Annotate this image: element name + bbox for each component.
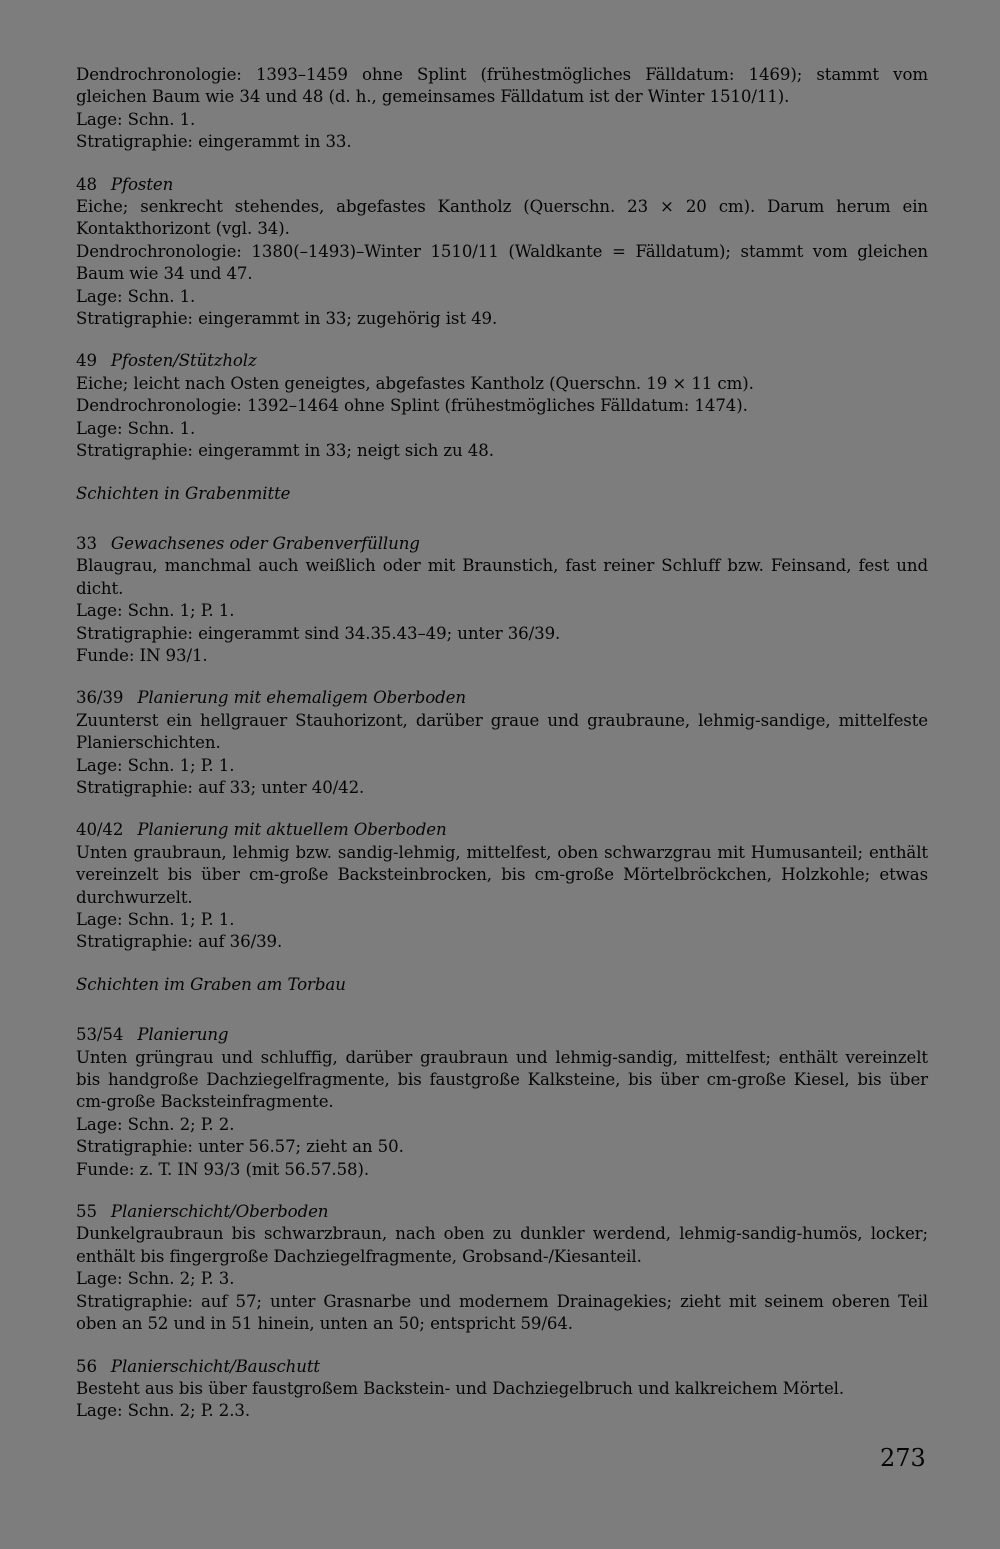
entry-line: Dunkelgraubraun bis schwarzbraun, nach oben zu dunkler werdend, lehmig-sandig-humös, locker; enthält bis fingergroße Dachziegelfragmente, Grobsand-/Kiesanteil.: [76, 1224, 928, 1266]
entry-line: Lage: Schn. 1; P. 1.: [76, 601, 235, 621]
entry-36-39: [76, 687, 928, 799]
entry-heading: [76, 687, 928, 709]
entry-53-54: [76, 1024, 928, 1181]
entry-line: Dendrochronologie: 1380(–1493)–Winter 1510/11 (Waldkante = Fälldatum); stammt vom gleichen Baum wie 34 und 47.: [76, 241, 928, 284]
entry-line: Eiche; leicht nach Osten geneigtes, abgefastes Kantholz (Querschn. 19 × 11 cm).: [76, 373, 754, 393]
entry-line: Lage: Schn. 1; P. 1.: [76, 910, 235, 929]
entry-line: Unten grüngrau und schluffig, darüber graubraun und lehmig-sandig, mittelfest; enthält vereinzelt bis handgroße Dachziegelfragmente, bis faustgroße Kalksteine, bis über cm-große Kiesel, bis über cm-große Backsteinfragmente.: [76, 1047, 928, 1112]
entry-line: Dendrochronologie: 1392–1464 ohne Splint (frühestmögliches Fälldatum: 1474).: [76, 396, 748, 416]
entry-line: Lage: Schn. 1.: [76, 418, 196, 438]
entry-40-42: [76, 819, 928, 953]
page-number: 273: [880, 1444, 926, 1472]
entry-line: Zuunterst ein hellgrauer Stauhorizont, darüber graue und graubraune, lehmig-sandige, mittelfeste Planierschichten.: [76, 710, 928, 753]
entry-heading: [76, 1356, 928, 1378]
entry-number: 53/54: [76, 1025, 124, 1045]
entry-heading: [76, 174, 928, 196]
entry-line: Stratigraphie: eingerammt in 33.: [76, 132, 352, 152]
entry-heading: [76, 350, 928, 372]
entry-number: 33: [76, 533, 97, 553]
entry-line: Lage: Schn. 1; P. 1.: [76, 755, 235, 775]
section-heading-torbau: Schichten im Graben am Torbau: [76, 974, 346, 994]
entry-line: Stratigraphie: eingerammt in 33; zugehörig ist 49.: [76, 309, 498, 329]
entry-number: 55: [76, 1202, 97, 1222]
entry-line: Unten graubraun, lehmig bzw. sandig-lehmig, mittelfest, oben schwarzgrau mit Humusanteil; enthält vereinzelt bis über cm-große Backsteinbrocken, bis cm-große Mörtelbröckchen, Holzkohle; etwas durchwurzelt.: [76, 842, 928, 907]
entry-title: Planierschicht/Oberboden: [110, 1202, 329, 1222]
entry-number: 56: [76, 1356, 97, 1376]
entry-number: 40/42: [76, 820, 124, 840]
entry-line: Stratigraphie: eingerammt sind 34.35.43–49; unter 36/39.: [76, 623, 561, 643]
entry-line: Lage: Schn. 1.: [76, 109, 196, 129]
entry-47-continuation: [76, 64, 928, 154]
page-content: [76, 64, 928, 1443]
entry-line: Stratigraphie: unter 56.57; zieht an 50.: [76, 1137, 404, 1157]
entry-line: Lage: Schn. 2; P. 2.3.: [76, 1401, 251, 1421]
entry-line: Stratigraphie: eingerammt in 33; neigt sich zu 48.: [76, 441, 494, 461]
entry-number: 36/39: [76, 688, 124, 708]
entry-line: Funde: IN 93/1.: [76, 645, 208, 665]
entry-title: Pfosten: [110, 174, 174, 194]
entry-line: Dendrochronologie: 1393–1459 ohne Splint (frühestmögliches Fälldatum: 1469); stammt vom gleichen Baum wie 34 und 48 (d. h., gemeinsames Fälldatum ist der Winter 1510/11).: [76, 65, 928, 107]
entry-line: Blaugrau, manchmal auch weißlich oder mit Braunstich, fast reiner Schluff bzw. Feinsand, fest und dicht.: [76, 556, 928, 598]
entry-line: Lage: Schn. 2; P. 3.: [76, 1269, 235, 1289]
entry-line: Stratigraphie: auf 33; unter 40/42.: [76, 777, 365, 797]
entry-title: Planierung mit aktuellem Oberboden: [137, 820, 447, 840]
entry-title: Pfosten/Stützholz: [110, 351, 257, 371]
entry-line: Lage: Schn. 1.: [76, 286, 196, 306]
entry-line: Stratigraphie: auf 57; unter Grasnarbe und modernem Drainagekies; zieht mit seinem oberen Teil oben an 52 und in 51 hinein, unten an 50; entspricht 59/64.: [76, 1291, 928, 1334]
entry-48: [76, 174, 928, 331]
entry-heading: [76, 1024, 928, 1046]
entry-line: Funde: z. T. IN 93/3 (mit 56.57.58).: [76, 1159, 370, 1179]
entry-heading: [76, 1201, 928, 1223]
entry-55: [76, 1201, 928, 1335]
entry-33: [76, 533, 928, 667]
entry-56: [76, 1356, 928, 1423]
entry-heading: [76, 533, 928, 555]
section-heading-grabenmitte: Schichten in Grabenmitte: [76, 483, 291, 503]
entry-line: Lage: Schn. 2; P. 2.: [76, 1114, 235, 1134]
entry-title: Gewachsenes oder Grabenverfüllung: [110, 533, 420, 553]
entry-number: 49: [76, 351, 97, 371]
entry-49: [76, 350, 928, 462]
entry-heading: [76, 819, 928, 841]
entry-title: Planierung: [137, 1025, 229, 1045]
entry-line: Stratigraphie: auf 36/39.: [76, 932, 283, 952]
entry-title: Planierung mit ehemaligem Oberboden: [137, 688, 466, 708]
entry-line: Besteht aus bis über faustgroßem Backstein- und Dachziegelbruch und kalkreichem Mörtel.: [76, 1378, 845, 1398]
entry-line: Eiche; senkrecht stehendes, abgefastes Kantholz (Querschn. 23 × 20 cm). Darum herum ein Kontakthorizont (vgl. 34).: [76, 197, 928, 239]
entry-number: 48: [76, 174, 97, 194]
entry-title: Planierschicht/Bauschutt: [110, 1356, 320, 1376]
